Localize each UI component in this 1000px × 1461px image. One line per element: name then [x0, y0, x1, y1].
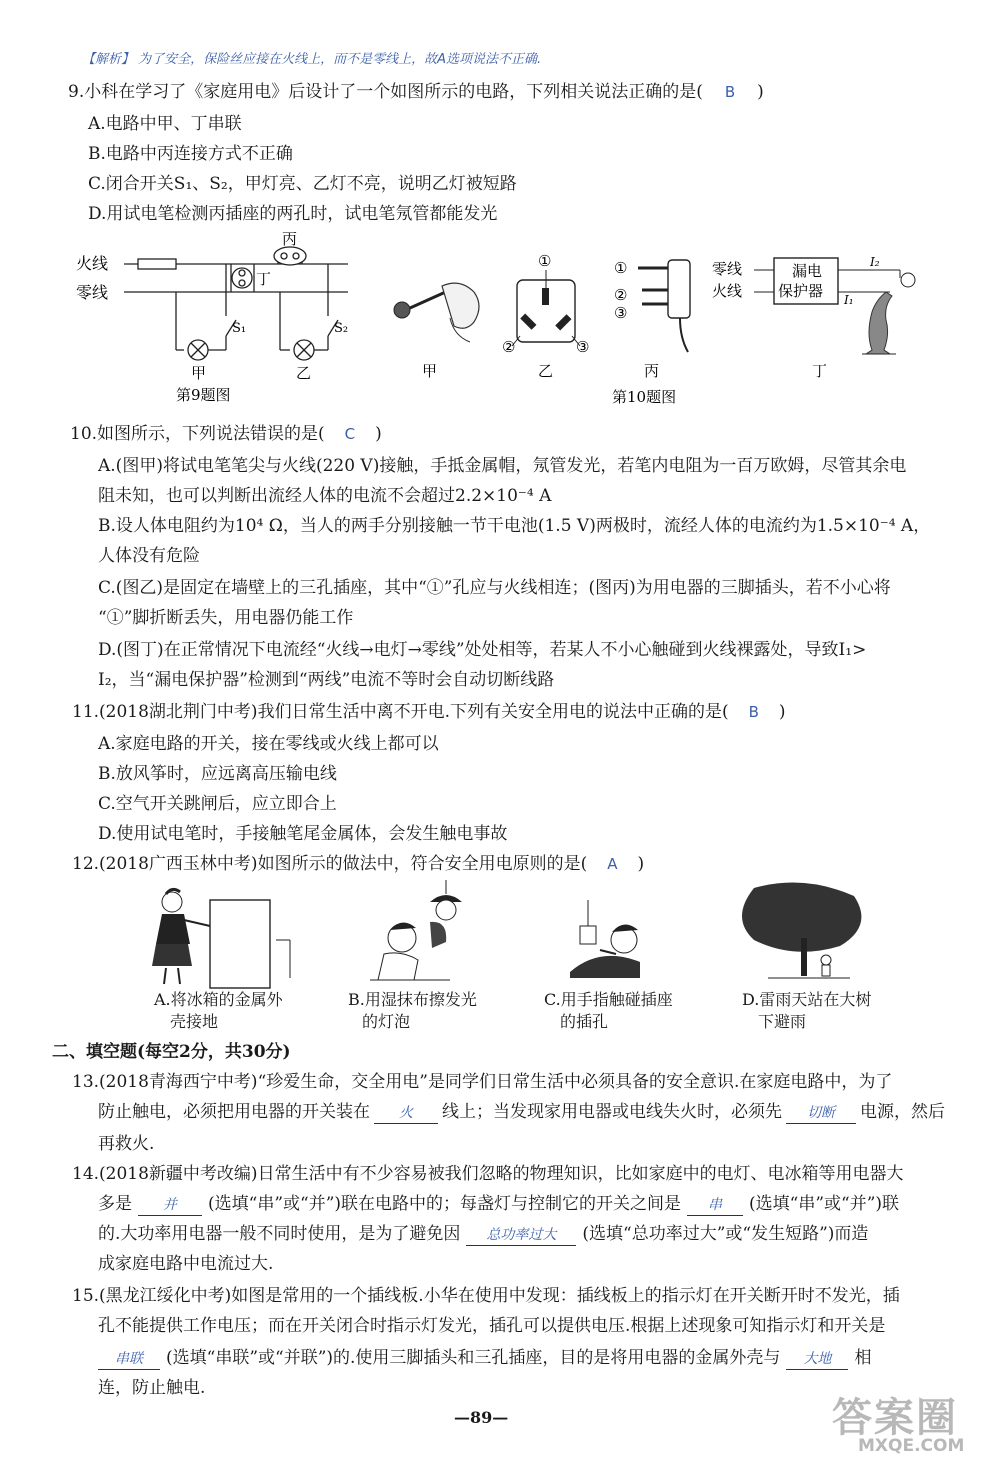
- finger-socket-illustration: [570, 900, 640, 978]
- q12-caption-b-l1: B.用湿抹布擦发光: [348, 990, 477, 1009]
- q9-option-d: D.用试电笔检测丙插座的两孔时，试电笔氖管都能发光: [88, 204, 498, 224]
- q10-figure-row: [380, 248, 940, 410]
- tree-rain-illustration: [742, 883, 861, 978]
- q11-option-b: B.放风筝时，应远离高压输电线: [98, 764, 337, 784]
- q9-stem: 9.小科在学习了《家庭用电》后设计了一个如图所示的电路，下列相关说法正确的是( B ): [68, 82, 764, 102]
- q15-line2: 孔不能提供工作电压；而在开关闭合时指示灯发光，插孔可以提供电压.根据上述现象可知指示灯和开关是: [98, 1316, 886, 1336]
- q13-blank-2: 切断: [786, 1103, 856, 1124]
- q9-answer: B: [724, 83, 736, 101]
- q10-c-line1: C.(图乙)是固定在墙壁上的三孔插座，其中“①”孔应与火线相连；(图丙)为用电器的三脚插头，若不小心将: [98, 578, 891, 598]
- analysis-tag: 【解析】: [82, 52, 135, 67]
- q10-ding-box-l2: 保护器: [778, 282, 824, 300]
- q9-option-a: A.电路中甲、丁串联: [88, 114, 242, 134]
- q10-b-line2: 人体没有危险: [98, 546, 200, 566]
- q10-a-line1: A.(图甲)将试电笔笔尖与火线(220 V)接触，手抵金属帽，氖管发光，若笔内电阻为一百万欧姆，尽管其余电: [98, 456, 907, 476]
- q12-caption-b-l2: 的灯泡: [362, 1012, 411, 1031]
- q10-bing-n3: ③: [614, 304, 628, 322]
- q13-line3: 再救火.: [98, 1134, 155, 1154]
- q9-s2-label: S₂: [334, 321, 349, 336]
- q10-ding-live: 火线: [712, 282, 743, 300]
- q9-neutral-label: 零线: [76, 283, 109, 302]
- analysis-text: 为了安全，保险丝应接在火线上，而不是零线上，故A选项说法不正确.: [138, 52, 542, 67]
- q11-option-c: C.空气开关跳闸后，应立即合上: [98, 794, 337, 814]
- q12-stem: 12.(2018广西玉林中考)如图所示的做法中，符合安全用电原则的是( A ): [72, 854, 645, 874]
- q9-option-b: B.电路中丙连接方式不正确: [88, 144, 293, 164]
- q9-yi-label: 乙: [296, 364, 312, 382]
- q10-a-line2: 阻未知，也可以判断出流经人体的电流不会超过2.2×10⁻⁴ A: [98, 486, 552, 506]
- three-prong-plug-illustration: [638, 260, 690, 352]
- q10-ding-box-l1: 漏电: [792, 262, 823, 280]
- q15-line3: 串联 (选填“串联”或“并联”)的.使用三脚插头和三孔插座，目的是将用电器的金属外壳与 大地 相: [98, 1346, 871, 1370]
- q10-bing-n1: ①: [614, 259, 628, 277]
- q14-line2: 多是 并 (选填“串”或“并”)联在电路中的；每盏灯与控制它的开关之间是 串 (选填“串”或“并”)联: [98, 1194, 900, 1214]
- watermark-logo: 答案圈: [832, 1395, 958, 1441]
- q15-line1: 15.(黑龙江绥化中考)如图是常用的一个插线板.小华在使用中发现：插线板上的指示灯在开关断开时不发光，插: [72, 1286, 900, 1306]
- q9-caption: 第9题图: [176, 386, 231, 404]
- q13-line1: 13.(2018青海西宁中考)“珍爱生命，交全用电”是同学们日常生活中必须具备的安全意识.在家庭电路中，为了: [72, 1072, 893, 1092]
- q10-caption: 第10题图: [612, 388, 677, 406]
- q12-illustrations: [140, 880, 900, 992]
- leakage-protector-diagram: [754, 258, 915, 354]
- q13-blank-1: 火: [374, 1103, 438, 1124]
- q13-line2: 防止触电，必须把用电器的开关装在 火 线上；当发现家用电器或电线失火时，必须先 切断 电源，然后: [98, 1102, 945, 1122]
- q10-bing-n2: ②: [614, 286, 628, 304]
- q10-d-line2: I₂，当“漏电保护器”检测到“两线”电流不等时会自动切断线路: [98, 670, 555, 690]
- q10-stem: 10.如图所示，下列说法错误的是( C ): [70, 424, 382, 444]
- q14-line4: 成家庭电路中电流过大.: [98, 1254, 274, 1274]
- q14-blank-3: 总功率过大: [466, 1225, 576, 1246]
- q9-ding-label: 丁: [256, 270, 272, 288]
- q11-option-a: A.家庭电路的开关，接在零线或火线上都可以: [98, 734, 439, 754]
- q15-line4: 连，防止触电.: [98, 1378, 206, 1398]
- fridge-grounding-illustration: [152, 889, 290, 988]
- q14-line3: 的.大功率用电器一般不同时使用，是为了避免因 总功率过大 (选填“总功率过大”或“发生短路”)而造: [98, 1224, 869, 1244]
- q9-live-label: 火线: [76, 254, 109, 273]
- three-hole-socket-illustration: [512, 270, 580, 346]
- q9-jia-label: 甲: [191, 364, 207, 382]
- analysis-line: [82, 48, 541, 72]
- q10-b-line1: B.设人体电阻约为10⁴ Ω，当人的两手分别接触一节干电池(1.5 V)两极时，流经人体的电流约为1.5×10⁻⁴ A，: [98, 516, 931, 536]
- q10-yi-n3: ③: [576, 338, 590, 356]
- q11-option-d: D.使用试电笔时，手接触笔尾金属体，会发生触电事故: [98, 824, 508, 844]
- q9-s1-label: S₁: [232, 321, 247, 336]
- q10-yi-n1: ①: [538, 252, 552, 270]
- q12-answer: A: [607, 855, 618, 873]
- q15-blank-1: 串联: [98, 1349, 160, 1370]
- q10-answer: C: [344, 425, 356, 443]
- q12-caption-c-l2: 的插孔: [560, 1012, 609, 1031]
- q12-caption-a-l1: A.将冰箱的金属外: [154, 990, 283, 1009]
- q14-line1: 14.(2018新疆中考改编)日常生活中有不少容易被我们忽略的物理知识，比如家庭中的电灯、电冰箱等用电器大: [72, 1164, 904, 1184]
- q12-caption-c-l1: C.用手指触碰插座: [544, 990, 673, 1009]
- q14-blank-2: 串: [687, 1195, 743, 1216]
- q10-c-line2: “①”脚折断丢失，用电器仍能工作: [98, 608, 354, 628]
- q12-caption-d-l1: D.雷雨天站在大树: [742, 990, 872, 1009]
- q10-ding-label: 丁: [812, 362, 828, 380]
- q10-d-line1: D.(图丁)在正常情况下电流经“火线→电灯→零线”处处相等，若某人不小心触碰到火线裸露处，导致I₁>: [98, 640, 867, 660]
- q11-stem: 11.(2018湖北荆门中考)我们日常生活中离不开电.下列有关安全用电的说法中正确的是( B ): [72, 702, 786, 722]
- q12-caption-a-l2: 壳接地: [170, 1012, 219, 1031]
- q10-ding-i1: I₁: [844, 293, 854, 307]
- watermark-url: MXQE.COM: [858, 1436, 965, 1456]
- q14-blank-1: 并: [138, 1195, 202, 1216]
- q10-jia-label: 甲: [422, 362, 438, 380]
- q11-answer: B: [748, 703, 759, 721]
- q10-ding-i2: I₂: [870, 255, 880, 269]
- q10-bing-label: 丙: [644, 362, 660, 380]
- q9-circuit-diagram: [76, 232, 366, 407]
- q10-yi-n2: ②: [502, 338, 516, 356]
- q9-bing-label: 丙: [282, 232, 298, 248]
- test-pen-illustration: [394, 283, 479, 342]
- q10-yi-label: 乙: [538, 362, 554, 380]
- q9-option-c: C.闭合开关S₁、S₂，甲灯亮、乙灯不亮，说明乙灯被短路: [88, 174, 517, 194]
- page-number: —89—: [454, 1408, 509, 1427]
- q15-blank-2: 大地: [786, 1349, 848, 1370]
- wet-cloth-bulb-illustration: [370, 880, 462, 980]
- section-2-title: 二、填空题(每空2分，共30分): [52, 1042, 291, 1062]
- q10-ding-neutral: 零线: [712, 260, 743, 278]
- q12-caption-d-l2: 下避雨: [758, 1012, 807, 1031]
